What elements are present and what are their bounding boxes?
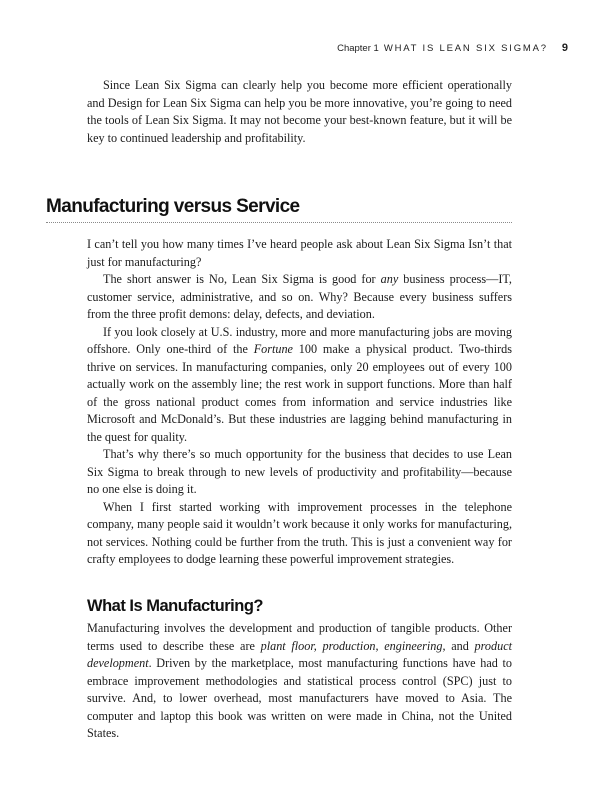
paragraph-5: When I first started working with improvement processes in the telephone company, many people said it wouldn’t work because it only works for manufacturing, not services. Nothing could be further from the truth. This is just a convenient way for crafty employees to dodge learning these powerful improvement strategies. bbox=[87, 499, 512, 566]
paragraph-2-emphasis: any bbox=[380, 272, 399, 286]
paragraph-3-text-b: 100 make a physical product. Two-thirds thrive on services. In manufacturing companies, only 20 employees out of every 100 actually work on the assembly line; the rest work in support functions. More than half of the gross national product comes from information and service industries like Microsoft and McDonald’s. But these industries are lagging behind manufacturing in the quest for quality. bbox=[87, 342, 513, 444]
manufacturing-text-b: and bbox=[445, 638, 475, 653]
paragraph-2 bbox=[87, 271, 512, 324]
intro-paragraph: Since Lean Six Sigma can clearly help you become more efficient operationally and Design for Lean Six Sigma can help you be more innovative, you’re going to need the tools of Lean Six Sigma. It may not become your best-known feature, but it will be key to continued leadership and profitability. bbox=[87, 78, 512, 145]
section-heading-manufacturing-vs-service: Manufacturing versus Service bbox=[46, 196, 512, 223]
what-is-manufacturing-body bbox=[87, 620, 512, 743]
paragraph-1: I can’t tell you how many times I’ve heard people ask about Lean Six Sigma Isn’t that just for manufacturing? bbox=[87, 237, 512, 269]
manufacturing-text-a: Manufacturing involves the development and production of tangible products. Other terms used to describe these are bbox=[87, 621, 512, 653]
section-heading-what-is-manufacturing: What Is Manufacturing? bbox=[87, 597, 263, 615]
paragraph-3 bbox=[87, 324, 512, 447]
intro-section bbox=[87, 77, 512, 147]
paragraph-4: That’s why there’s so much opportunity for the business that decides to use Lean Six Sigma to break through to new levels of productivity and profitability—because no one else is doing it. bbox=[87, 447, 512, 496]
manufacturing-emphasis-1: plant floor, production, engineering, bbox=[260, 638, 446, 653]
running-head-title: WHAT IS LEAN SIX SIGMA? bbox=[383, 42, 548, 54]
manufacturing-vs-service-body bbox=[87, 236, 512, 569]
manufacturing-emphasis-2: product development bbox=[87, 638, 512, 670]
manufacturing-paragraph bbox=[87, 620, 512, 743]
manufacturing-text-c: . Driven by the marketplace, most manufacturing functions have had to embrace improvement methodologies and statistical process control (SPC) just to survive. And, to lower overhead, most manufacturers have moved to Asia. The computer and laptop this book was written on were made in China, not the United States. bbox=[87, 656, 512, 740]
paragraph-2-text-a: The short answer is No, Lean Six Sigma is good for bbox=[103, 272, 381, 286]
paragraph-3-emphasis: Fortune bbox=[253, 342, 293, 356]
page-number: 9 bbox=[561, 42, 568, 54]
running-head bbox=[337, 42, 568, 54]
paragraph-2-text-b: business process—IT, customer service, administrative, and so on. Why? Because every business suffers from the three profit demons: delay, defects, and deviation. bbox=[87, 272, 512, 321]
paragraph-3-text-a: If you look closely at U.S. industry, more and more manufacturing jobs are moving offshore. Only one-third of the bbox=[87, 324, 512, 356]
running-head-chapter: Chapter 1 bbox=[337, 42, 379, 54]
